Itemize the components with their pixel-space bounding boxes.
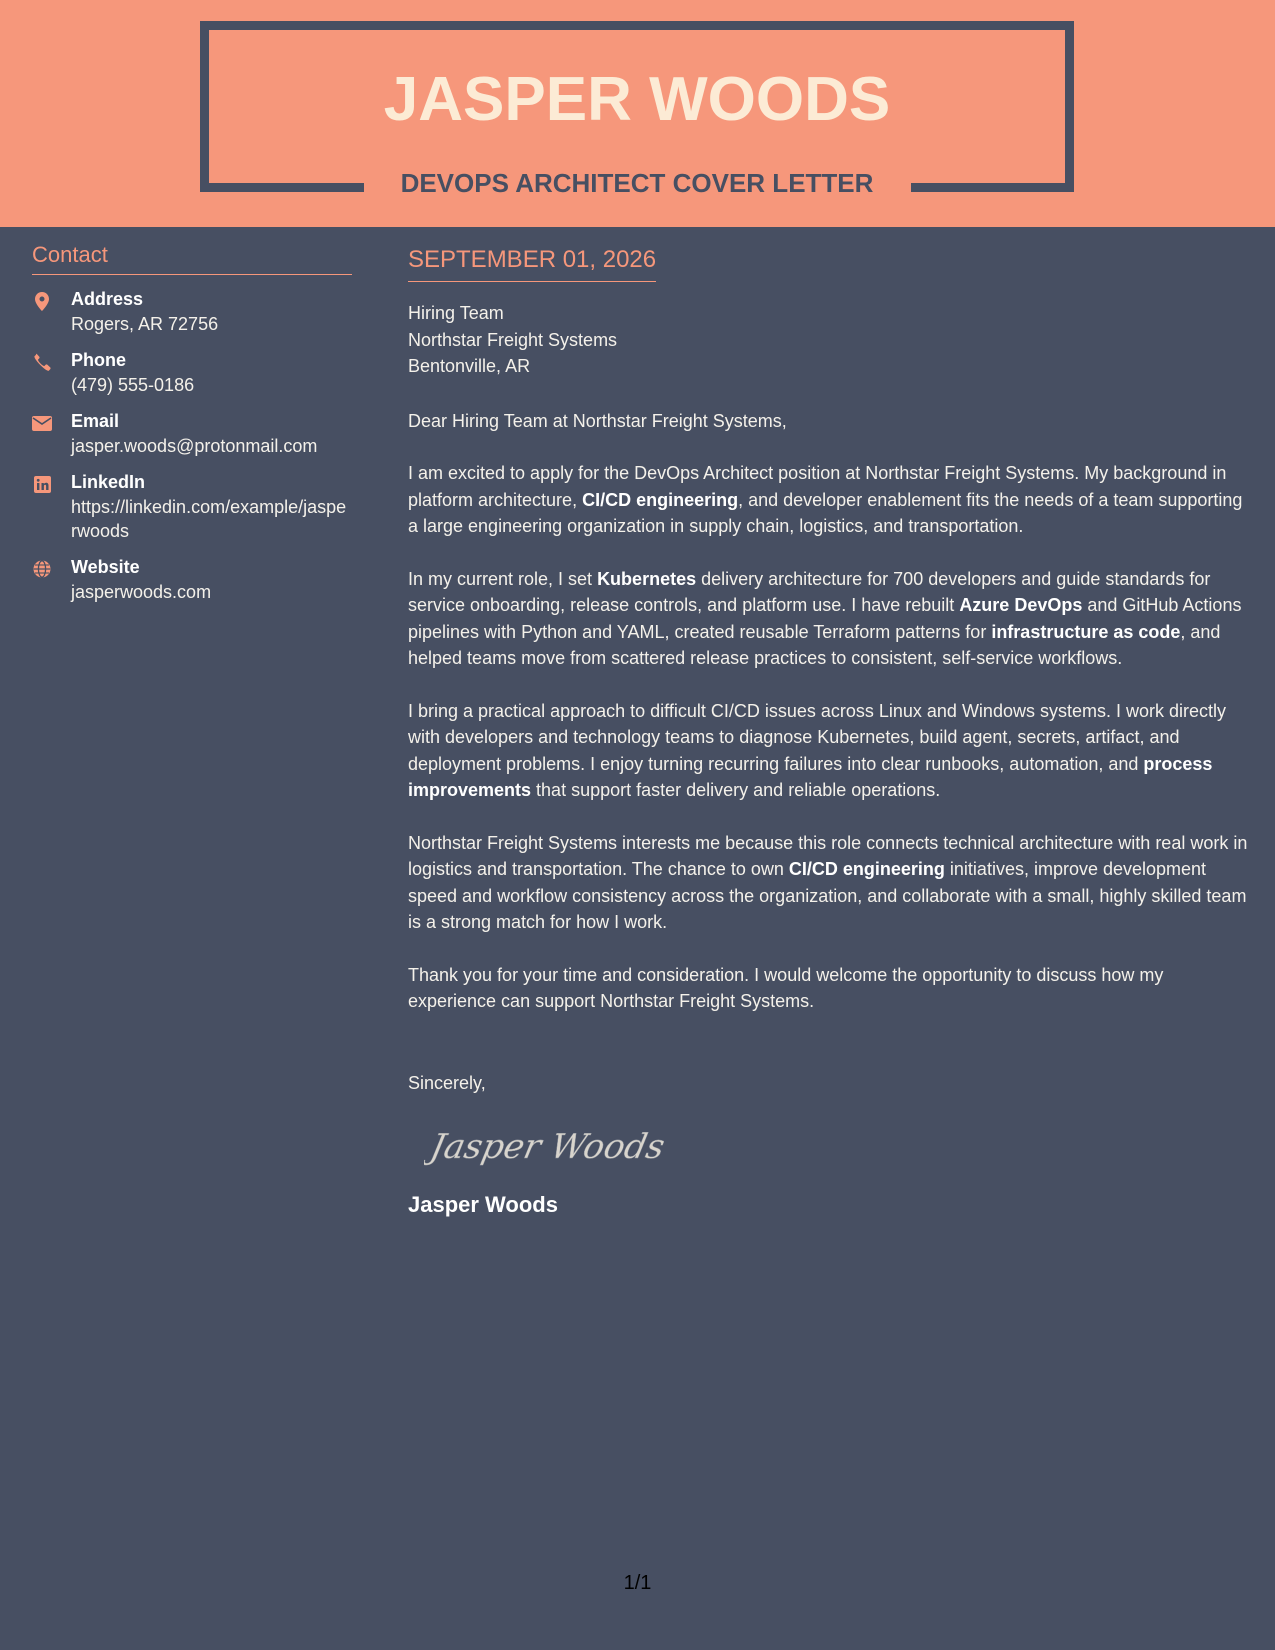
- envelope-icon: [32, 413, 52, 433]
- contact-value: Rogers, AR 72756: [71, 314, 219, 334]
- contact-item-linkedin: [32, 470, 352, 543]
- paragraph-4: Northstar Freight Systems interests me because this role connects technical architecture with real work in logistics and transportation. The chance to own CI/CD engineering initiatives, improve development speed and workflow consistency across the organization, and collaborate with a small, highly skilled team is a strong match for how I work.: [408, 832, 1248, 932]
- contact-value: jasper.woods@protonmail.com: [71, 436, 318, 456]
- linkedin-icon: [32, 474, 52, 494]
- highlight-text: Azure DevOps: [959, 595, 1083, 615]
- contact-label: Email: [71, 411, 120, 431]
- paragraph-5: Thank you for your time and consideration. I would welcome the opportunity to discuss how my experience can support Northstar Freight Systems.: [408, 964, 1164, 1011]
- contact-item-website: [32, 555, 352, 604]
- recipient-line: Hiring Team: [408, 303, 504, 323]
- letter-date: SEPTEMBER 01, 2026: [408, 243, 656, 282]
- highlight-text: process improvements: [408, 753, 1213, 800]
- closing: Sincerely,: [408, 1072, 486, 1093]
- highlight-text: CI/CD engineering: [788, 859, 945, 879]
- salutation: Dear Hiring Team at Northstar Freight Systems,: [408, 410, 787, 431]
- contact-value[interactable]: https://linkedin.com/example/jasperwoods: [71, 497, 347, 541]
- contact-item-phone: [32, 348, 352, 397]
- phone-icon: [32, 352, 52, 372]
- highlight-text: infrastructure as code: [991, 621, 1181, 642]
- contact-value[interactable]: jasperwoods.com: [71, 582, 212, 602]
- header-band: [0, 0, 1275, 227]
- map-pin-icon: [32, 291, 52, 311]
- globe-icon: [32, 559, 52, 579]
- contact-label: Address: [71, 289, 144, 309]
- letter-body: [408, 243, 1250, 1220]
- highlight-text: CI/CD engineering: [582, 489, 739, 510]
- contact-heading: Contact: [32, 240, 352, 275]
- recipient-line: Northstar Freight Systems: [408, 329, 618, 350]
- paragraph-2: In my current role, I set Kubernetes delivery architecture for 700 developers and guide standards for service onboarding, release controls, and platform use. I have rebuilt Azure DevOps and GitHub Actions pipelines with Python and YAML, created reusable Terraform patterns for infrastructure as code, and helped teams move from scattered release practices to consistent, self-service workflows.: [408, 568, 1242, 668]
- contact-label: LinkedIn: [71, 472, 146, 492]
- paragraph-1: I am excited to apply for the DevOps Architect position at Northstar Freight Systems. My background in platform architecture, CI/CD engineering, and developer enablement fits the needs of a team supporting a large engineering organization in supply chain, logistics, and transportation.: [408, 463, 1243, 536]
- applicant-name: JASPER WOODS: [383, 65, 891, 134]
- document-subtitle: DEVOPS ARCHITECT COVER LETTER: [400, 168, 874, 198]
- contact-label: Website: [71, 557, 140, 577]
- contact-item-email: [32, 409, 352, 458]
- contact-label: Phone: [71, 350, 127, 370]
- paragraph-3: I bring a practical approach to difficult CI/CD issues across Linux and Windows systems. I work directly with developers and technology teams to diagnose Kubernetes, build agent, secrets, artifact, and deployment problems. I enjoy turning recurring failures into clear runbooks, automation, and process improvements that support faster delivery and reliable operations.: [408, 700, 1226, 800]
- contact-item-address: [32, 287, 352, 336]
- contact-value: (479) 555-0186: [71, 375, 195, 395]
- contact-sidebar: [32, 240, 352, 604]
- page-number: 1/1: [623, 1572, 652, 1594]
- svg-text:Jasper Woods: Jasper Woods: [426, 1127, 664, 1167]
- recipient-block: [408, 300, 1250, 380]
- highlight-text: Kubernetes: [597, 568, 697, 589]
- signature-image: [424, 1114, 1250, 1174]
- signer-name: Jasper Woods: [408, 1192, 558, 1217]
- recipient-line: Bentonville, AR: [408, 356, 531, 376]
